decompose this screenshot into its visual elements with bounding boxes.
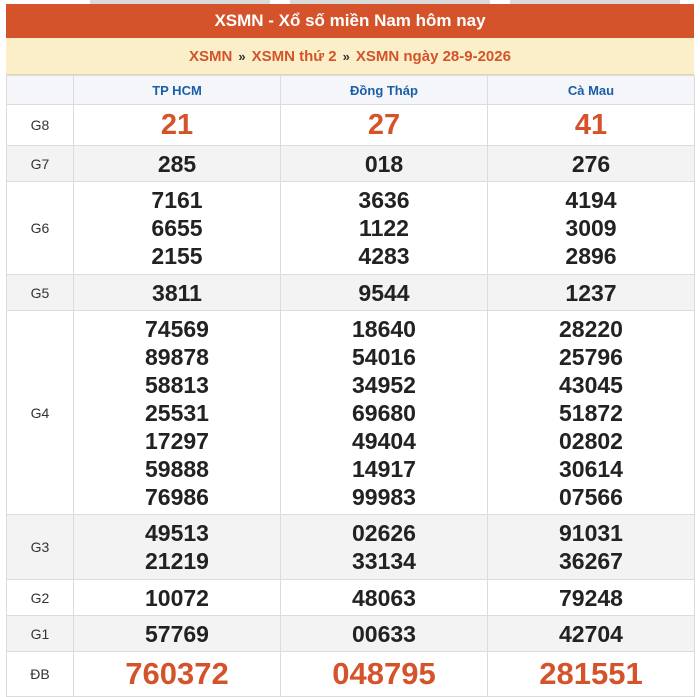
result-number: 21219 <box>145 548 209 574</box>
result-cell <box>488 182 695 275</box>
result-cell <box>488 580 695 616</box>
result-number: 1237 <box>565 279 617 306</box>
result-number: 30614 <box>559 455 623 482</box>
result-cell <box>281 105 488 146</box>
result-number: 2896 <box>565 243 617 269</box>
result-cell <box>281 182 488 275</box>
result-number: 1122 <box>359 215 409 241</box>
result-cell <box>281 275 488 311</box>
results-body <box>7 105 695 697</box>
result-number: 25531 <box>145 399 209 426</box>
result-number: 285 <box>157 150 197 177</box>
result-number: 34952 <box>352 371 416 398</box>
result-cell <box>74 652 281 697</box>
result-cell <box>74 105 281 146</box>
result-cell <box>281 652 488 697</box>
result-number: 27 <box>367 109 401 141</box>
result-number: 10072 <box>145 584 209 611</box>
result-number: 018 <box>364 150 404 177</box>
column-header-tp-hcm[interactable]: TP HCM <box>74 76 281 105</box>
result-number: 281551 <box>539 656 643 691</box>
breadcrumb <box>6 38 694 75</box>
result-cell <box>74 515 281 580</box>
result-cell <box>488 515 695 580</box>
prize-row <box>7 105 695 146</box>
result-number: 42704 <box>559 620 623 647</box>
prize-column-header <box>7 76 74 105</box>
breadcrumb-link-weekday[interactable]: XSMN thứ 2 <box>251 47 337 65</box>
result-number: 7161 <box>151 187 203 213</box>
prize-label: G7 <box>7 146 74 182</box>
result-number: 59888 <box>145 455 209 482</box>
result-number: 69680 <box>352 399 416 426</box>
prize-label: G1 <box>7 616 74 652</box>
result-cell <box>74 182 281 275</box>
breadcrumb-separator: » <box>342 48 350 64</box>
result-number: 58813 <box>145 371 209 398</box>
result-number: 048795 <box>332 656 436 691</box>
prize-row <box>7 146 695 182</box>
result-number: 51872 <box>559 399 623 426</box>
result-number: 3811 <box>152 279 202 306</box>
results-table <box>6 75 695 697</box>
prize-label: G6 <box>7 182 74 275</box>
breadcrumb-link-xsmn[interactable]: XSMN <box>189 47 233 65</box>
result-number: 91031 <box>559 520 623 546</box>
prize-row <box>7 311 695 515</box>
result-number: 07566 <box>559 483 623 510</box>
result-cell <box>281 580 488 616</box>
result-cell <box>488 311 695 515</box>
result-cell <box>74 580 281 616</box>
result-number: 3636 <box>358 187 410 213</box>
results-title: XSMN - Xổ số miền Nam hôm nay <box>6 4 694 38</box>
breadcrumb-link-date[interactable]: XSMN ngày 28-9-2026 <box>355 47 511 65</box>
result-number: 21 <box>160 109 194 141</box>
prize-row <box>7 652 695 697</box>
result-number: 3009 <box>565 215 617 241</box>
prize-label: G2 <box>7 580 74 616</box>
result-number: 99983 <box>352 483 416 510</box>
column-header-dong-thap[interactable]: Đồng Tháp <box>281 76 488 105</box>
result-number: 76986 <box>145 483 209 510</box>
column-header-ca-mau[interactable]: Cà Mau <box>488 76 695 105</box>
prize-label: G4 <box>7 311 74 515</box>
result-number: 760372 <box>125 656 229 691</box>
result-number: 02802 <box>559 427 623 454</box>
result-cell <box>281 311 488 515</box>
result-number: 41 <box>574 109 608 141</box>
breadcrumb-separator: » <box>238 48 246 64</box>
result-number: 00633 <box>352 620 416 647</box>
result-number: 18640 <box>352 315 416 342</box>
result-number: 28220 <box>559 315 623 342</box>
result-cell <box>74 146 281 182</box>
result-number: 14917 <box>352 455 416 482</box>
result-cell <box>488 616 695 652</box>
result-number: 49513 <box>145 520 209 546</box>
prize-label: G3 <box>7 515 74 580</box>
prize-row <box>7 580 695 616</box>
result-number: 17297 <box>145 427 209 454</box>
result-number: 48063 <box>352 584 416 611</box>
result-number: 89878 <box>145 343 209 370</box>
result-number: 33134 <box>352 548 416 574</box>
result-cell <box>488 146 695 182</box>
result-number: 25796 <box>559 343 623 370</box>
result-number: 4194 <box>565 187 617 213</box>
prize-label: G5 <box>7 275 74 311</box>
result-cell <box>281 146 488 182</box>
result-cell <box>74 275 281 311</box>
prize-row <box>7 616 695 652</box>
result-number: 9544 <box>358 279 410 306</box>
result-number: 74569 <box>145 315 209 342</box>
result-number: 2155 <box>151 243 203 269</box>
result-number: 43045 <box>559 371 623 398</box>
result-cell <box>281 515 488 580</box>
result-number: 02626 <box>352 520 416 546</box>
result-number: 57769 <box>145 620 209 647</box>
result-number: 6655 <box>151 215 203 241</box>
prize-row <box>7 515 695 580</box>
result-cell <box>488 105 695 146</box>
prize-label: ĐB <box>7 652 74 697</box>
prize-row <box>7 275 695 311</box>
result-number: 4283 <box>358 243 410 269</box>
result-number: 36267 <box>559 548 623 574</box>
result-number: 79248 <box>559 584 623 611</box>
result-number: 276 <box>571 150 611 177</box>
result-cell <box>488 652 695 697</box>
result-number: 49404 <box>352 427 416 454</box>
result-cell <box>281 616 488 652</box>
prize-row <box>7 182 695 275</box>
prize-label: G8 <box>7 105 74 146</box>
result-cell <box>488 275 695 311</box>
result-number: 54016 <box>352 343 416 370</box>
result-cell <box>74 616 281 652</box>
result-cell <box>74 311 281 515</box>
